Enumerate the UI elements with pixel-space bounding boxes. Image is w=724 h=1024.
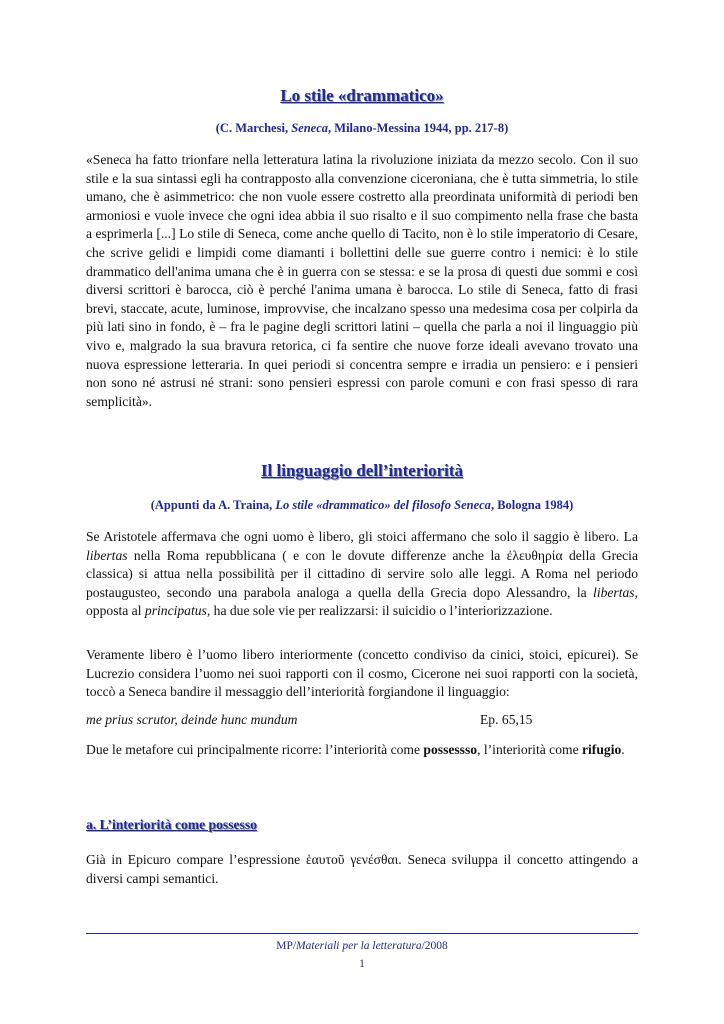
subheading-possesso: a. L’interiorità come possesso xyxy=(86,817,257,832)
body-text: , ha due sole vie per realizzarsi: il suicidio o l’interiorizzazione. xyxy=(206,603,553,619)
epicuro-paragraph xyxy=(86,851,638,888)
body-text: Già in Epicuro compare l’espressione xyxy=(86,852,306,867)
greek-term: ἐλευθηρία xyxy=(506,547,563,563)
interiorita-paragraph: Veramente libero è l’uomo libero interiormente (concetto condiviso da cinici, stoici, epicurei). Se Lucrezio considera l’uomo nei suoi rapporti con il cosmo, Cicerone nei suoi rapporti con la società, toccò a Seneca bandire il messaggio dell’interiorità forgiandone il linguaggio: xyxy=(86,647,638,700)
greek-term: ἑαυτοῦ γενέσθαι xyxy=(305,852,399,867)
source-italic: Lo stile «drammatico» del filosofo Seneca xyxy=(275,498,491,512)
body-text: Due le metafore cui principalmente ricorre: l’interiorità come xyxy=(86,742,424,757)
footer-divider xyxy=(86,933,638,934)
footer-credit xyxy=(86,940,638,952)
page-number: 1 xyxy=(359,958,365,970)
latin-quote: me prius scrutor, deinde hunc mundum xyxy=(86,712,298,727)
footer-text: MP/ xyxy=(276,940,297,952)
marchesi-quote-paragraph: «Seneca ha fatto trionfare nella letteratura latina la rivoluzione iniziata da mezzo secolo. Con il suo stile e la sua sintassi egli ha contrapposto alla convenzione ciceroniana, che è tutta simmetria, lo stile umano, che è asimmetrico: che non vuole essere costretto alla preordinata uniformità di periodi ben armoniosi e vuole invece che ogni idea abbia il suo risalto e il suo compimento nella frase che basta a esprimerla [...] Lo stile di Seneca, come anche quello di Tacito, non è lo stile imperatorio di Cesare, che scrive gelidi e limpidi come diamanti i bollettini delle sue guerre contro i nemici: è lo stile drammatico dell'anima umana che è in guerra con se stessa: e se la prosa di questi due sommi e così diversi scrittori è barocca, ciò è perché l'anima umana è barocca. Lo stile di Seneca, fatto di frasi brevi, staccate, acute, luminose, improvvise, che incalzano spesso una medesima cosa per colpirla da più lati sino in fondo, è – fra le pagine degli scrittori latini – quella che parla a noi il linguaggio più vivo e, malgrado la sua bravura retorica, ci fa sentire che nuove forze ideali avevano trovato una nuova espressione letteraria. In quei periodi si concentra sempre e irradia un pensiero: e i pensieri non sono né astrusi né strani: sono pensieri espressi con parole comuni e con frasi spesso di rara semplicità». xyxy=(86,152,638,409)
quote-reference: Ep. 65,15 xyxy=(480,712,533,727)
source-text: (Appunti da A. Traina, xyxy=(150,498,276,512)
body-text: . Seneca sviluppa il concetto attingendo a diversi campi semantici. xyxy=(86,852,639,886)
section-source-marchesi xyxy=(86,121,638,136)
libertas-paragraph xyxy=(86,528,638,621)
body-text: , l’interiorità come xyxy=(477,742,582,757)
body-text: , opposta al xyxy=(86,584,638,619)
metafore-paragraph xyxy=(86,741,638,760)
latin-quote-row xyxy=(86,711,638,730)
footer-text: /2008 xyxy=(421,940,448,952)
section-title-stile-drammatico: Lo stile «drammatico» xyxy=(280,86,444,105)
body-text: . xyxy=(621,742,625,757)
italic-term: libertas xyxy=(86,547,128,563)
section-source-traina xyxy=(86,498,638,513)
bold-term: rifugio xyxy=(582,742,622,757)
footer-italic: Materiali per la letteratura xyxy=(296,940,422,952)
body-text: della Grecia classica) si attua nella possibilità per il cittadino di servire solo alle leggi. A Roma nel periodo postaugusteo, secondo una parabola analoga a quella della Grecia dopo Alessandro, la xyxy=(86,547,638,600)
source-italic: Seneca xyxy=(291,121,329,135)
italic-term: principatus xyxy=(144,603,207,619)
italic-term: libertas xyxy=(593,584,635,600)
bold-term: possessso xyxy=(423,742,478,757)
source-text: , Bologna 1984) xyxy=(490,498,574,512)
section-title-linguaggio-interiorita: Il linguaggio dell’interiorità xyxy=(260,461,464,480)
body-text: Se Aristotele affermava che ogni uomo è libero, gli stoici affermano che solo il saggio è libero. La xyxy=(86,529,638,544)
source-text: (C. Marchesi, xyxy=(215,121,292,135)
body-text: nella Roma repubblicana ( e con le dovute differenze anche la xyxy=(127,547,507,563)
source-text: , Milano-Messina 1944, pp. 217-8) xyxy=(328,121,509,135)
